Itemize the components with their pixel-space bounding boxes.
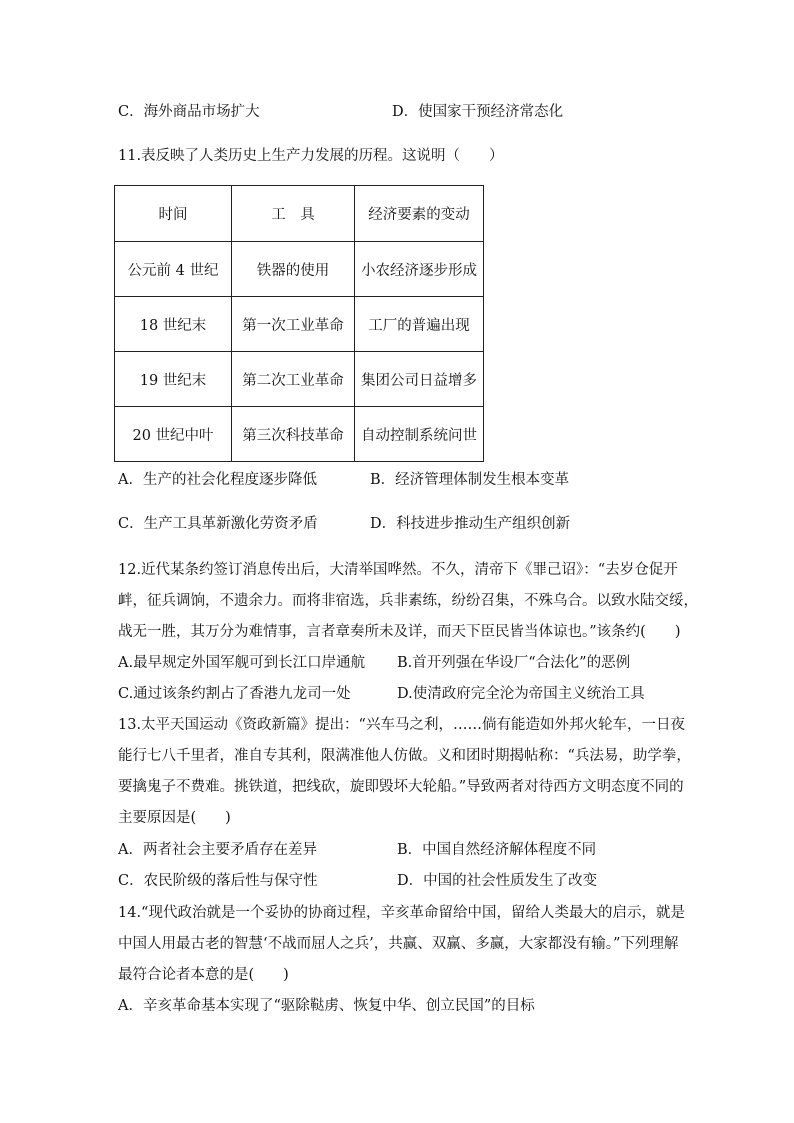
q13-stem-line-1: 13.太平天国运动《资政新篇》提出：“兴车马之利，……倘有能造如外邦火轮车，一日夜 — [118, 717, 685, 733]
q11-option-d: D．科技进步推动生产组织创新 — [370, 516, 571, 532]
q13-option-d: D．中国的社会性质发生了改变 — [397, 873, 598, 889]
q12-option-a: A.最早规定外国军舰可到长江口岸通航 — [118, 655, 366, 671]
table-header-cell: 工 具 — [232, 186, 355, 242]
q11-option-a: A．生产的社会化程度逐步降低 — [118, 472, 317, 488]
q12-stem-line-3: 战无一胜，其万分为难情事，言者章奏所未及详，而天下臣民皆当体谅也。”该条约( ) — [118, 624, 681, 640]
table-cell: 自动控制系统问世 — [355, 407, 484, 462]
table-cell: 19 世纪末 — [115, 352, 232, 407]
q11-stem: 11.表反映了人类历史上生产力发展的历程。这说明（ ） — [118, 148, 504, 164]
table-cell: 公元前 4 世纪 — [115, 242, 232, 297]
q13-option-a: A．两者社会主要矛盾存在差异 — [118, 842, 317, 858]
q14-option-a: A．辛亥革命基本实现了“驱除鞑虏、恢复中华、创立民国”的目标 — [118, 998, 535, 1014]
table-cell: 集团公司日益增多 — [355, 352, 484, 407]
table-cell: 小农经济逐步形成 — [355, 242, 484, 297]
q13-option-b: B．中国自然经济解体程度不同 — [397, 842, 597, 858]
table-cell: 第一次工业革命 — [232, 297, 355, 352]
q14-stem-line-1: 14.“现代政治就是一个妥协的协商过程，辛亥革命留给中国，留给人类最大的启示，就是 — [118, 905, 685, 921]
table-cell: 18 世纪末 — [115, 297, 232, 352]
table-cell: 20 世纪中叶 — [115, 407, 232, 462]
q13-stem-line-3: 要擒鬼子不费难。挑铁道，把线砍，旋即毁坏大轮船。”导致两者对待西方文明态度不同的 — [118, 779, 684, 795]
q11-table — [114, 185, 484, 462]
q12-option-d: D.使清政府完全沦为帝国主义统治工具 — [397, 686, 645, 702]
q12-option-c: C.通过该条约割占了香港九龙司一处 — [118, 686, 351, 702]
q13-stem-line-4: 主要原因是( ) — [118, 810, 231, 826]
q10-option-d: D．使国家干预经济常态化 — [392, 104, 564, 120]
q13-option-c: C．农民阶级的落后性与保守性 — [118, 873, 318, 889]
q12-stem-line-1: 12.近代某条约签订消息传出后，大清举国哗然。不久，清帝下《罪己诏》：“去岁仓促开 — [118, 562, 678, 578]
q13-stem-line-2: 能行七八千里者，准自专其利，限满准他人仿做。义和团时期揭帖称：“兵法易，助学拳， — [118, 748, 691, 764]
q12-option-b: B.首开列强在华设厂“合法化”的恶例 — [397, 655, 631, 671]
table-cell: 工厂的普遍出现 — [355, 297, 484, 352]
table-row — [115, 352, 484, 407]
table-row — [115, 242, 484, 297]
table-cell: 第二次工业革命 — [232, 352, 355, 407]
q10-option-c: C．海外商品市场扩大 — [118, 104, 260, 120]
table-cell: 铁器的使用 — [232, 242, 355, 297]
q11-option-c: C．生产工具革新激化劳资矛盾 — [118, 516, 318, 532]
table-header-row — [115, 186, 484, 242]
table-row — [115, 297, 484, 352]
q14-stem-line-3: 最符合论者本意的是( ) — [118, 967, 289, 983]
table-header-cell: 经济要素的变动 — [355, 186, 484, 242]
table-cell: 第三次科技革命 — [232, 407, 355, 462]
q12-stem-line-2: 衅，征兵调饷，不遗余力。而将非宿选，兵非素练，纷纷召集，不殊乌合。以致水陆交绥， — [118, 593, 698, 609]
table-header-cell: 时间 — [115, 186, 232, 242]
table-row — [115, 407, 484, 462]
q11-option-b: B．经济管理体制发生根本变革 — [370, 472, 570, 488]
q14-stem-line-2: 中国人用最古老的智慧‘不战而屈人之兵’，共赢、双赢、多赢，大家都没有输。”下列理解 — [118, 936, 679, 952]
